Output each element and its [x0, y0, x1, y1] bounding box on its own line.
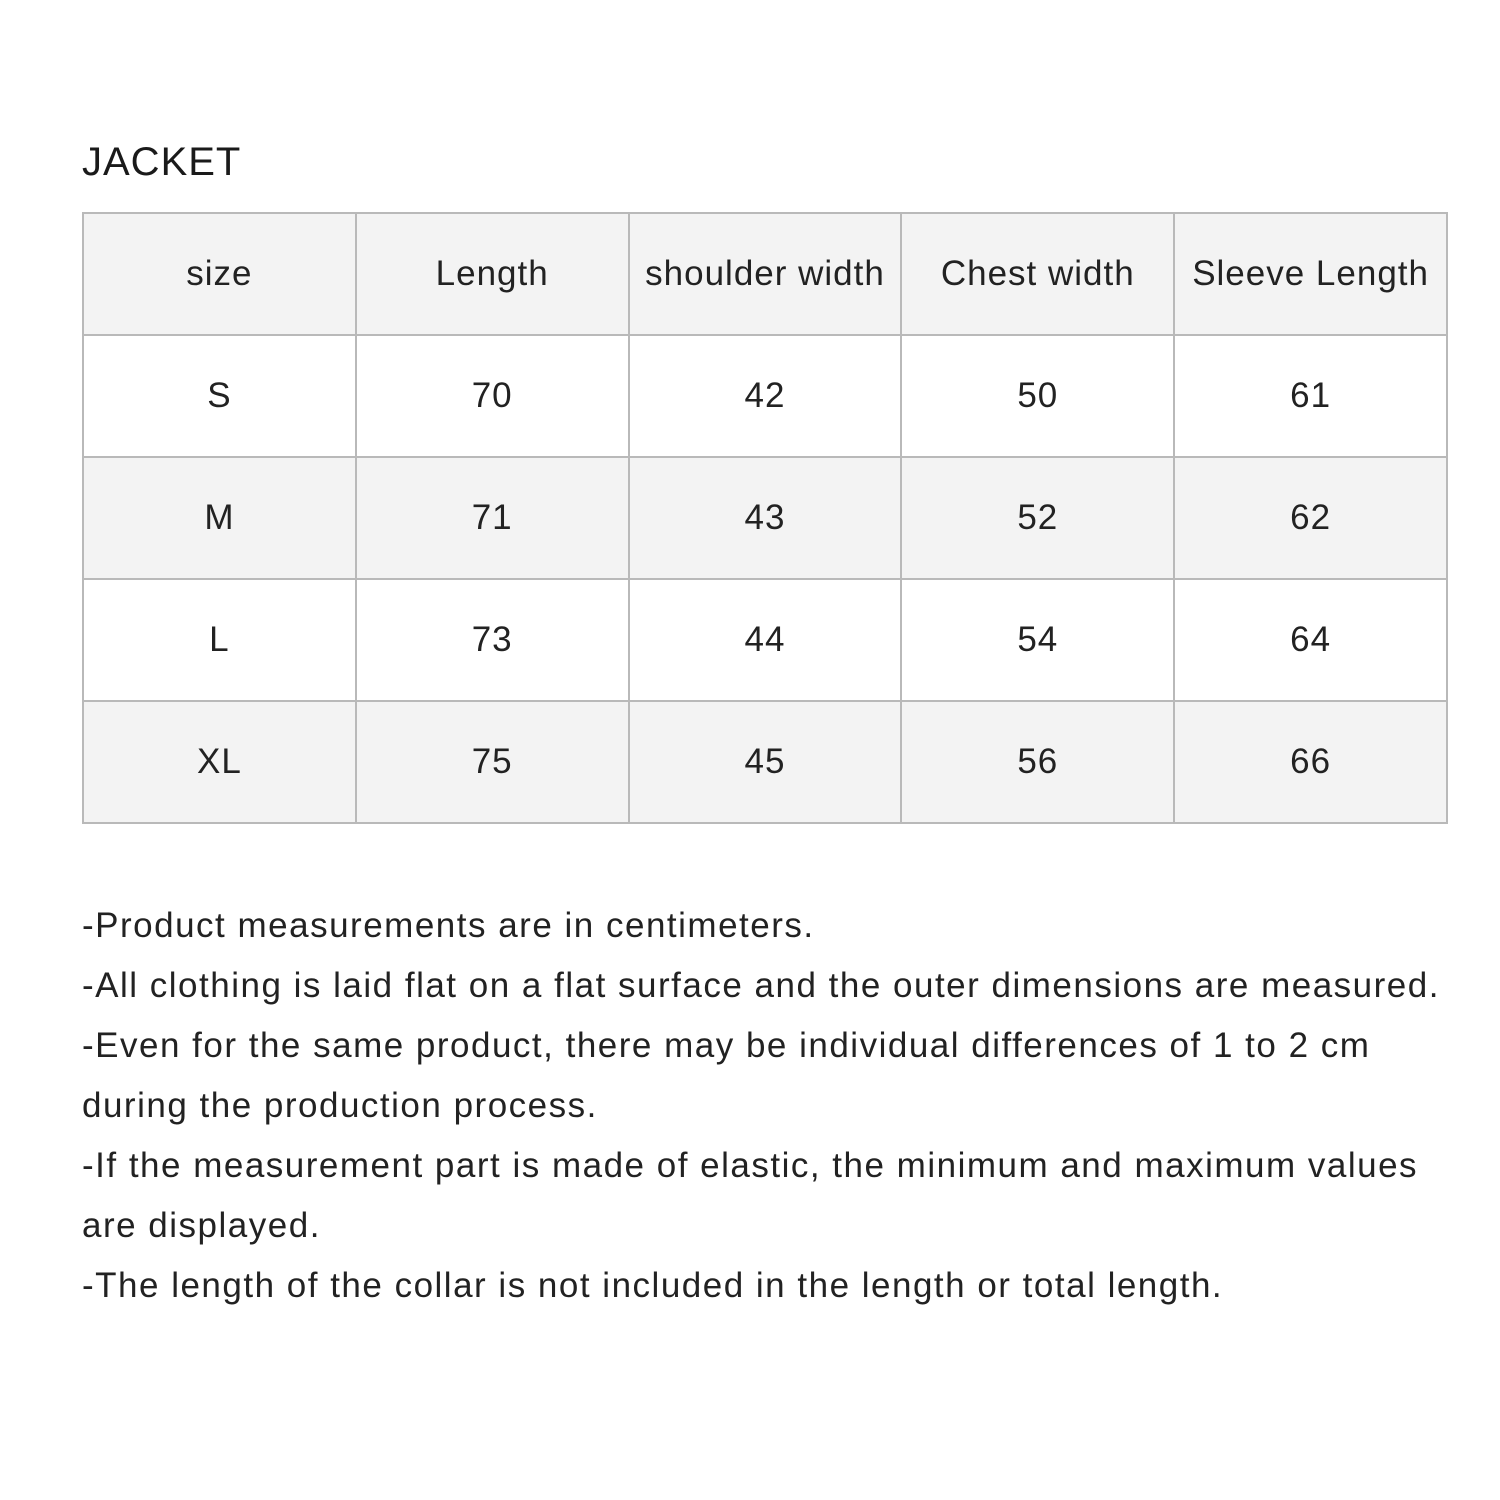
- table-cell-shoulder-width: 45: [629, 701, 902, 823]
- table-cell-sleeve-length: 64: [1174, 579, 1447, 701]
- note-item: -If the measurement part is made of elastic, the minimum and maximum values are displayed.: [82, 1146, 1419, 1245]
- table-row: [83, 579, 1447, 701]
- table-row: [83, 457, 1447, 579]
- table-cell-chest-width: 52: [901, 457, 1174, 579]
- table-cell-length: 73: [356, 579, 629, 701]
- table-cell-sleeve-length: 62: [1174, 457, 1447, 579]
- table-cell-shoulder-width: 43: [629, 457, 902, 579]
- note-item: -Even for the same product, there may be individual differences of 1 to 2 cm during the production process.: [82, 1026, 1371, 1125]
- table-cell-sleeve-length: 66: [1174, 701, 1447, 823]
- table-header-row: [83, 213, 1447, 335]
- header-length: Length: [356, 213, 629, 335]
- table-cell-length: 75: [356, 701, 629, 823]
- table-cell-chest-width: 54: [901, 579, 1174, 701]
- note-item: -All clothing is laid flat on a flat surface and the outer dimensions are measured.: [82, 966, 1440, 1005]
- header-size: size: [83, 213, 356, 335]
- table-cell-size: XL: [83, 701, 356, 823]
- size-chart-table: [82, 212, 1448, 824]
- table-cell-chest-width: 56: [901, 701, 1174, 823]
- table-row: [83, 335, 1447, 457]
- header-chest-width: Chest width: [901, 213, 1174, 335]
- table-cell-sleeve-length: 61: [1174, 335, 1447, 457]
- table-cell-size: M: [83, 457, 356, 579]
- page-title: JACKET: [82, 140, 242, 184]
- table-cell-length: 70: [356, 335, 629, 457]
- table-cell-shoulder-width: 42: [629, 335, 902, 457]
- table-cell-length: 71: [356, 457, 629, 579]
- header-shoulder-width: shoulder width: [629, 213, 902, 335]
- table-cell-shoulder-width: 44: [629, 579, 902, 701]
- header-sleeve-length: Sleeve Length: [1174, 213, 1447, 335]
- table-cell-chest-width: 50: [901, 335, 1174, 457]
- measurement-notes: [82, 896, 1442, 1316]
- note-item: -Product measurements are in centimeters.: [82, 906, 815, 945]
- note-item: -The length of the collar is not included in the length or total length.: [82, 1266, 1224, 1305]
- table-cell-size: L: [83, 579, 356, 701]
- table-row: [83, 701, 1447, 823]
- table-cell-size: S: [83, 335, 356, 457]
